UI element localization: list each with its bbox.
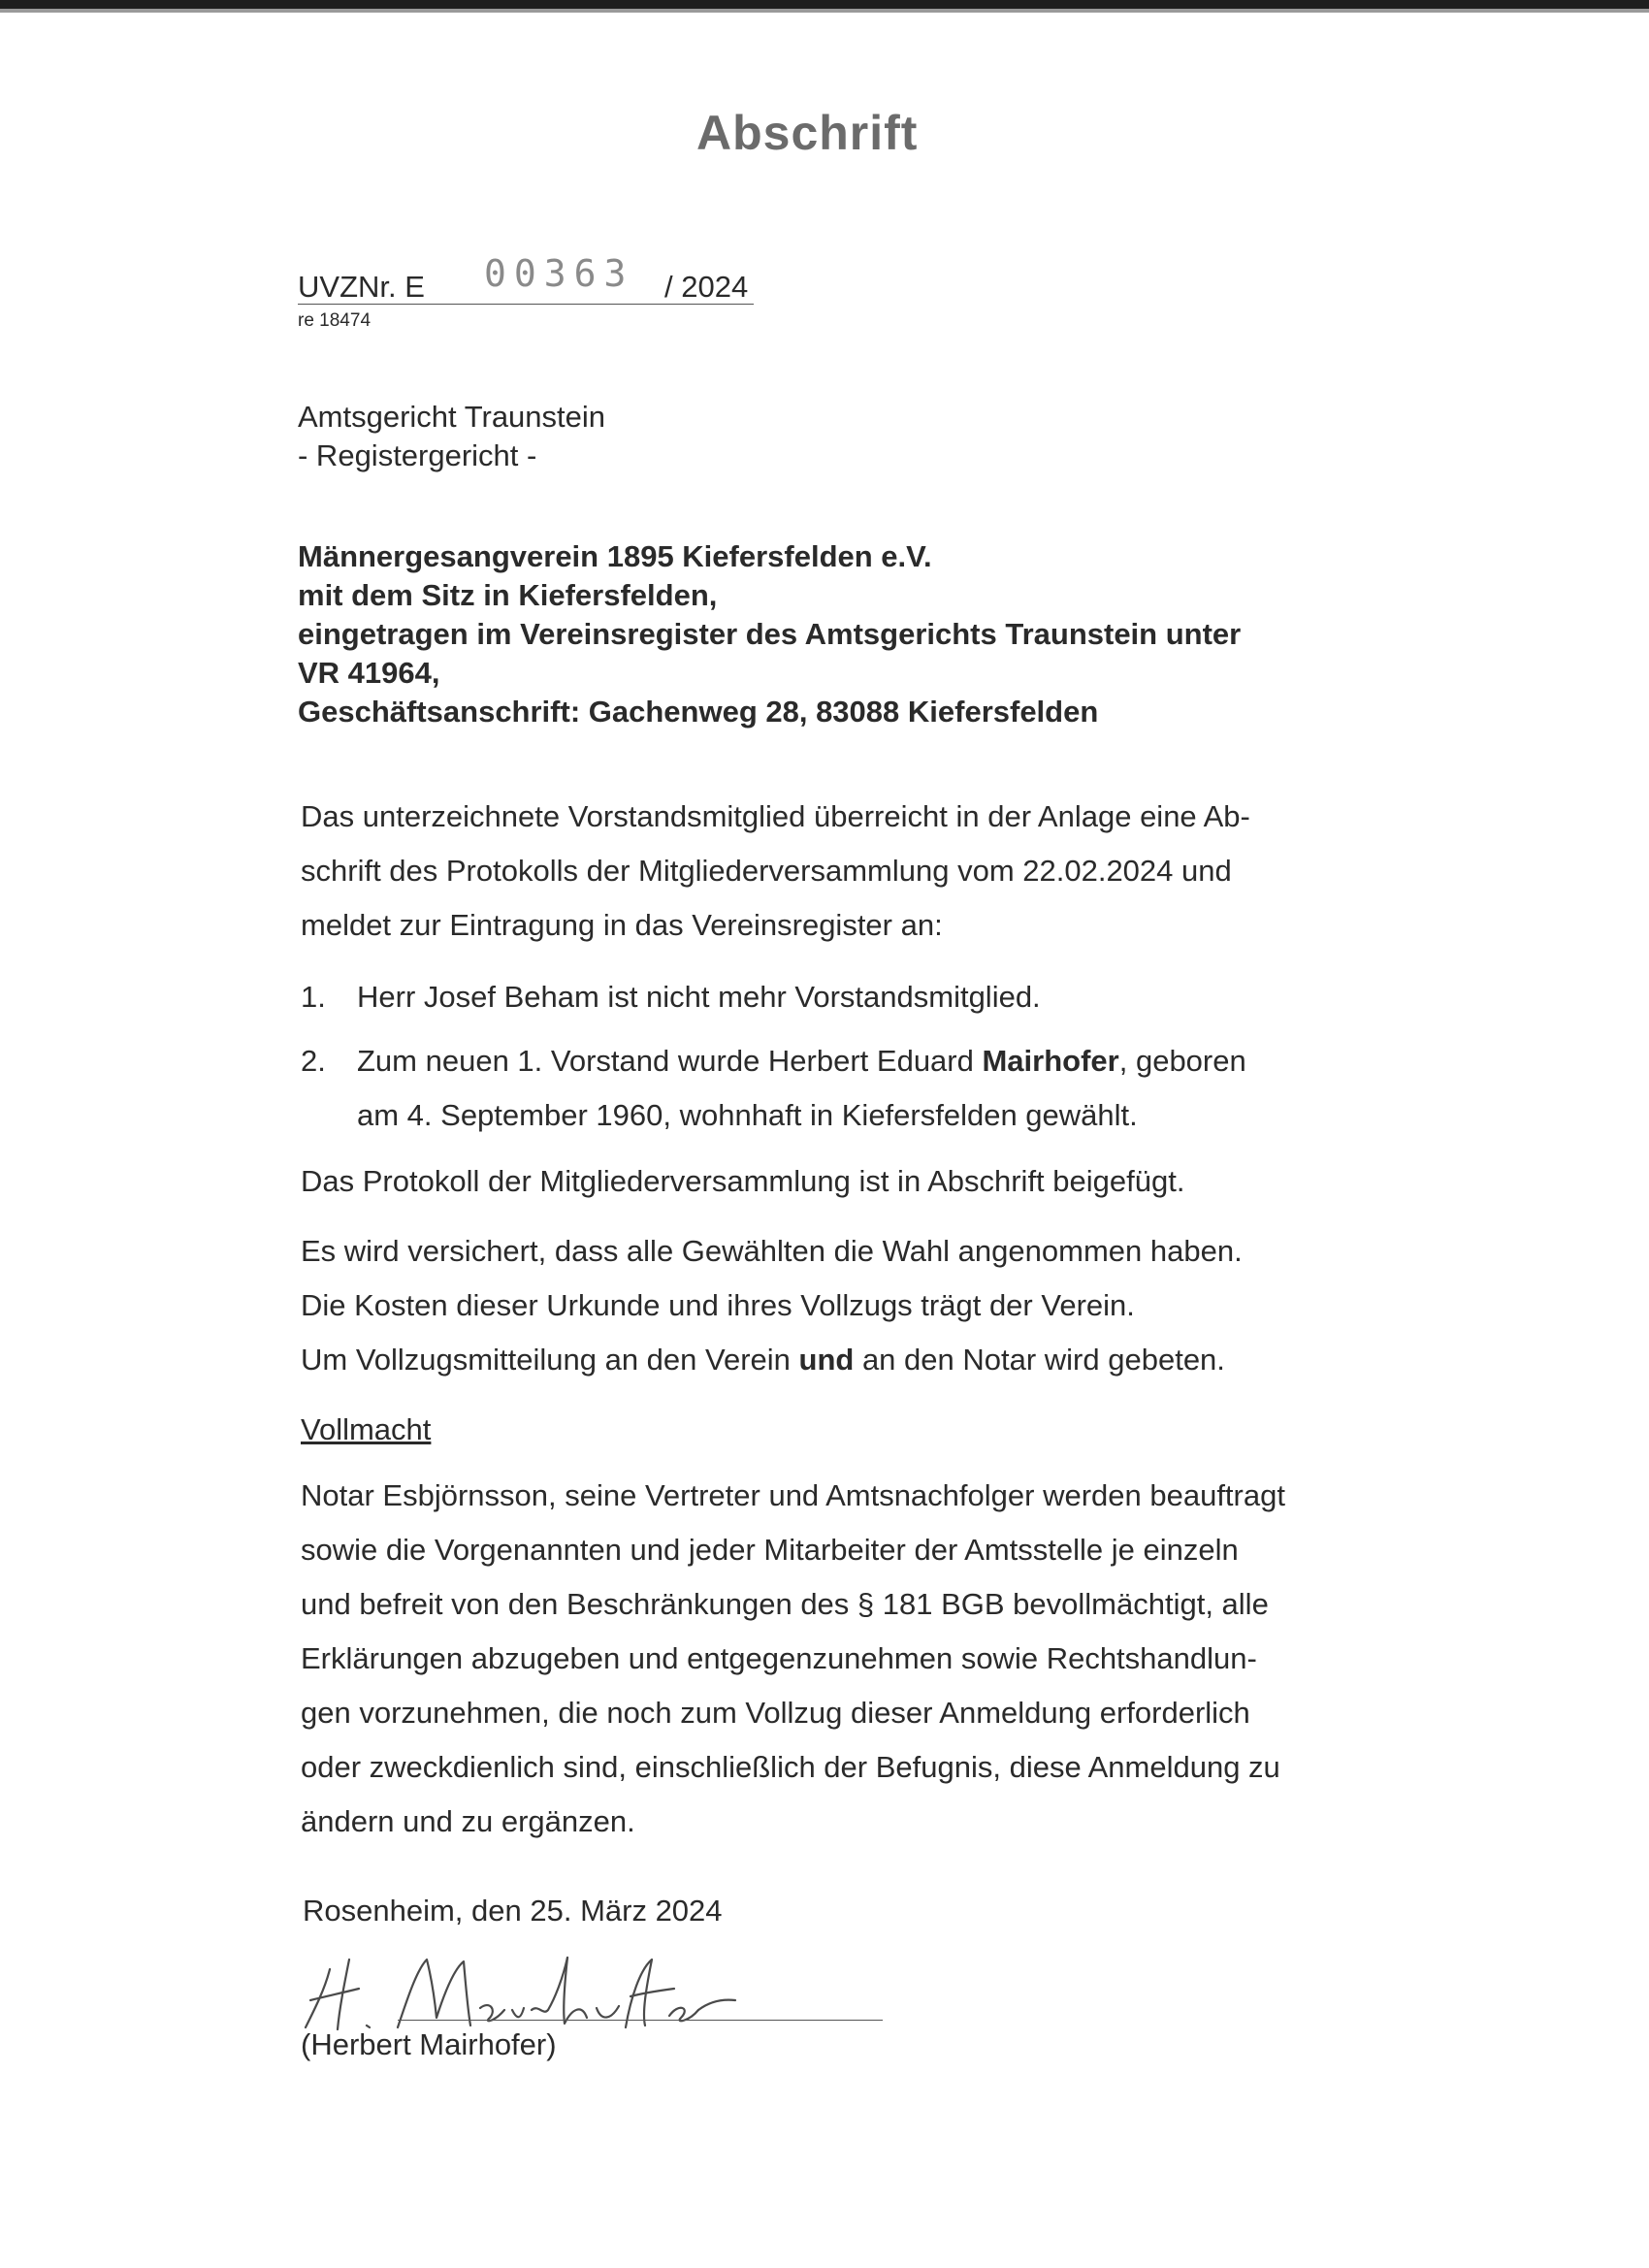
uvz-number: 00363 [484,252,634,295]
vollmacht-line: gen vorzunehmen, die noch zum Vollzug dieser Anmeldung erforderlich [301,1696,1250,1730]
list-item-number: 1. [301,980,326,1014]
club-details [298,537,1365,731]
intro-line: Das unterzeichnete Vorstandsmitglied überreicht in der Anlage eine Ab- [301,799,1250,833]
intro-line: schrift des Protokolls der Mitgliederversammlung vom 22.02.2024 und [301,854,1232,888]
signatory-name: (Herbert Mairhofer) [301,2027,557,2061]
signature-line [398,2020,883,2021]
assurance-line: Es wird versichert, dass alle Gewählten die Wahl angenommen haben. [301,1234,1243,1268]
uvz-label: UVZNr. E [298,270,425,304]
vollmacht-line: Notar Esbjörnsson, seine Vertreter und Amtsnachfolger werden beauftragt [301,1478,1285,1512]
place-and-date: Rosenheim, den 25. März 2024 [303,1894,723,1928]
club-name: Männergesangverein 1895 Kiefersfelden e.V. [298,539,932,573]
list-item-number: 2. [301,1044,326,1078]
court-name: Amtsgericht Traunstein [298,400,606,434]
club-business-address: Geschäftsanschrift: Gachenweg 28, 83088 Kiefersfelden [298,695,1099,729]
recipient-address [298,398,605,475]
scan-top-edge-shadow [0,9,1649,13]
court-department: - Registergericht - [298,438,537,472]
vollmacht-line: Erklärungen abzugeben und entgegenzunehmen sowie Rechtshandlun- [301,1641,1257,1675]
vollmacht-paragraph [301,1469,1339,1849]
vollmacht-line: und befreit von den Beschränkungen des § 181 BGB bevollmächtigt, alle [301,1587,1269,1621]
uvz-underline [298,304,754,305]
club-register-number: VR 41964, [298,656,440,690]
club-register: eingetragen im Vereinsregister des Amtsgerichts Traunstein unter [298,617,1242,651]
assurance-text-part: an den Notar wird gebeten. [854,1343,1225,1377]
assurance-bold-word: und [798,1343,855,1377]
copy-stamp: Abschrift [696,106,919,160]
list-item-text-part: Zum neuen 1. Vorstand wurde Herbert Eduard [357,1044,983,1078]
vollmacht-line: sowie die Vorgenannten und jeder Mitarbeiter der Amtsstelle je einzeln [301,1533,1239,1567]
reference-number: re 18474 [298,310,372,331]
uvz-number-block [298,252,754,307]
club-seat: mit dem Sitz in Kiefersfelden, [298,578,718,612]
intro-paragraph [301,790,1339,953]
vollmacht-line: ändern und zu ergänzen. [301,1804,635,1838]
assurance-text-part: Um Vollzugsmitteilung an den Verein [301,1343,799,1377]
assurance-line: Die Kosten dieser Urkunde und ihres Vollzugs trägt der Verein. [301,1288,1135,1322]
list-item-text: Herr Josef Beham ist nicht mehr Vorstandsmitglied. [357,980,1041,1014]
list-item-bold-name: Mairhofer [982,1044,1119,1078]
handwritten-signature [291,1940,892,2037]
intro-line: meldet zur Eintragung in das Vereinsregister an: [301,908,943,942]
uvz-year: / 2024 [664,270,749,304]
protocol-note: Das Protokoll der Mitgliederversammlung ist in Abschrift beigefügt. [301,1164,1185,1198]
assurance-paragraph [301,1224,1339,1387]
list-item-text-part: am 4. September 1960, wohnhaft in Kiefersfelden gewählt. [357,1098,1138,1132]
assurance-line [301,1333,1339,1387]
vollmacht-heading: Vollmacht [301,1412,432,1446]
list-item-text-part: , geboren [1118,1044,1246,1078]
list-item-text [357,1034,1337,1143]
vollmacht-line: oder zweckdienlich sind, einschließlich der Befugnis, diese Anmeldung zu [301,1750,1280,1784]
scan-top-edge [0,0,1649,9]
signature-block [291,1940,892,2076]
